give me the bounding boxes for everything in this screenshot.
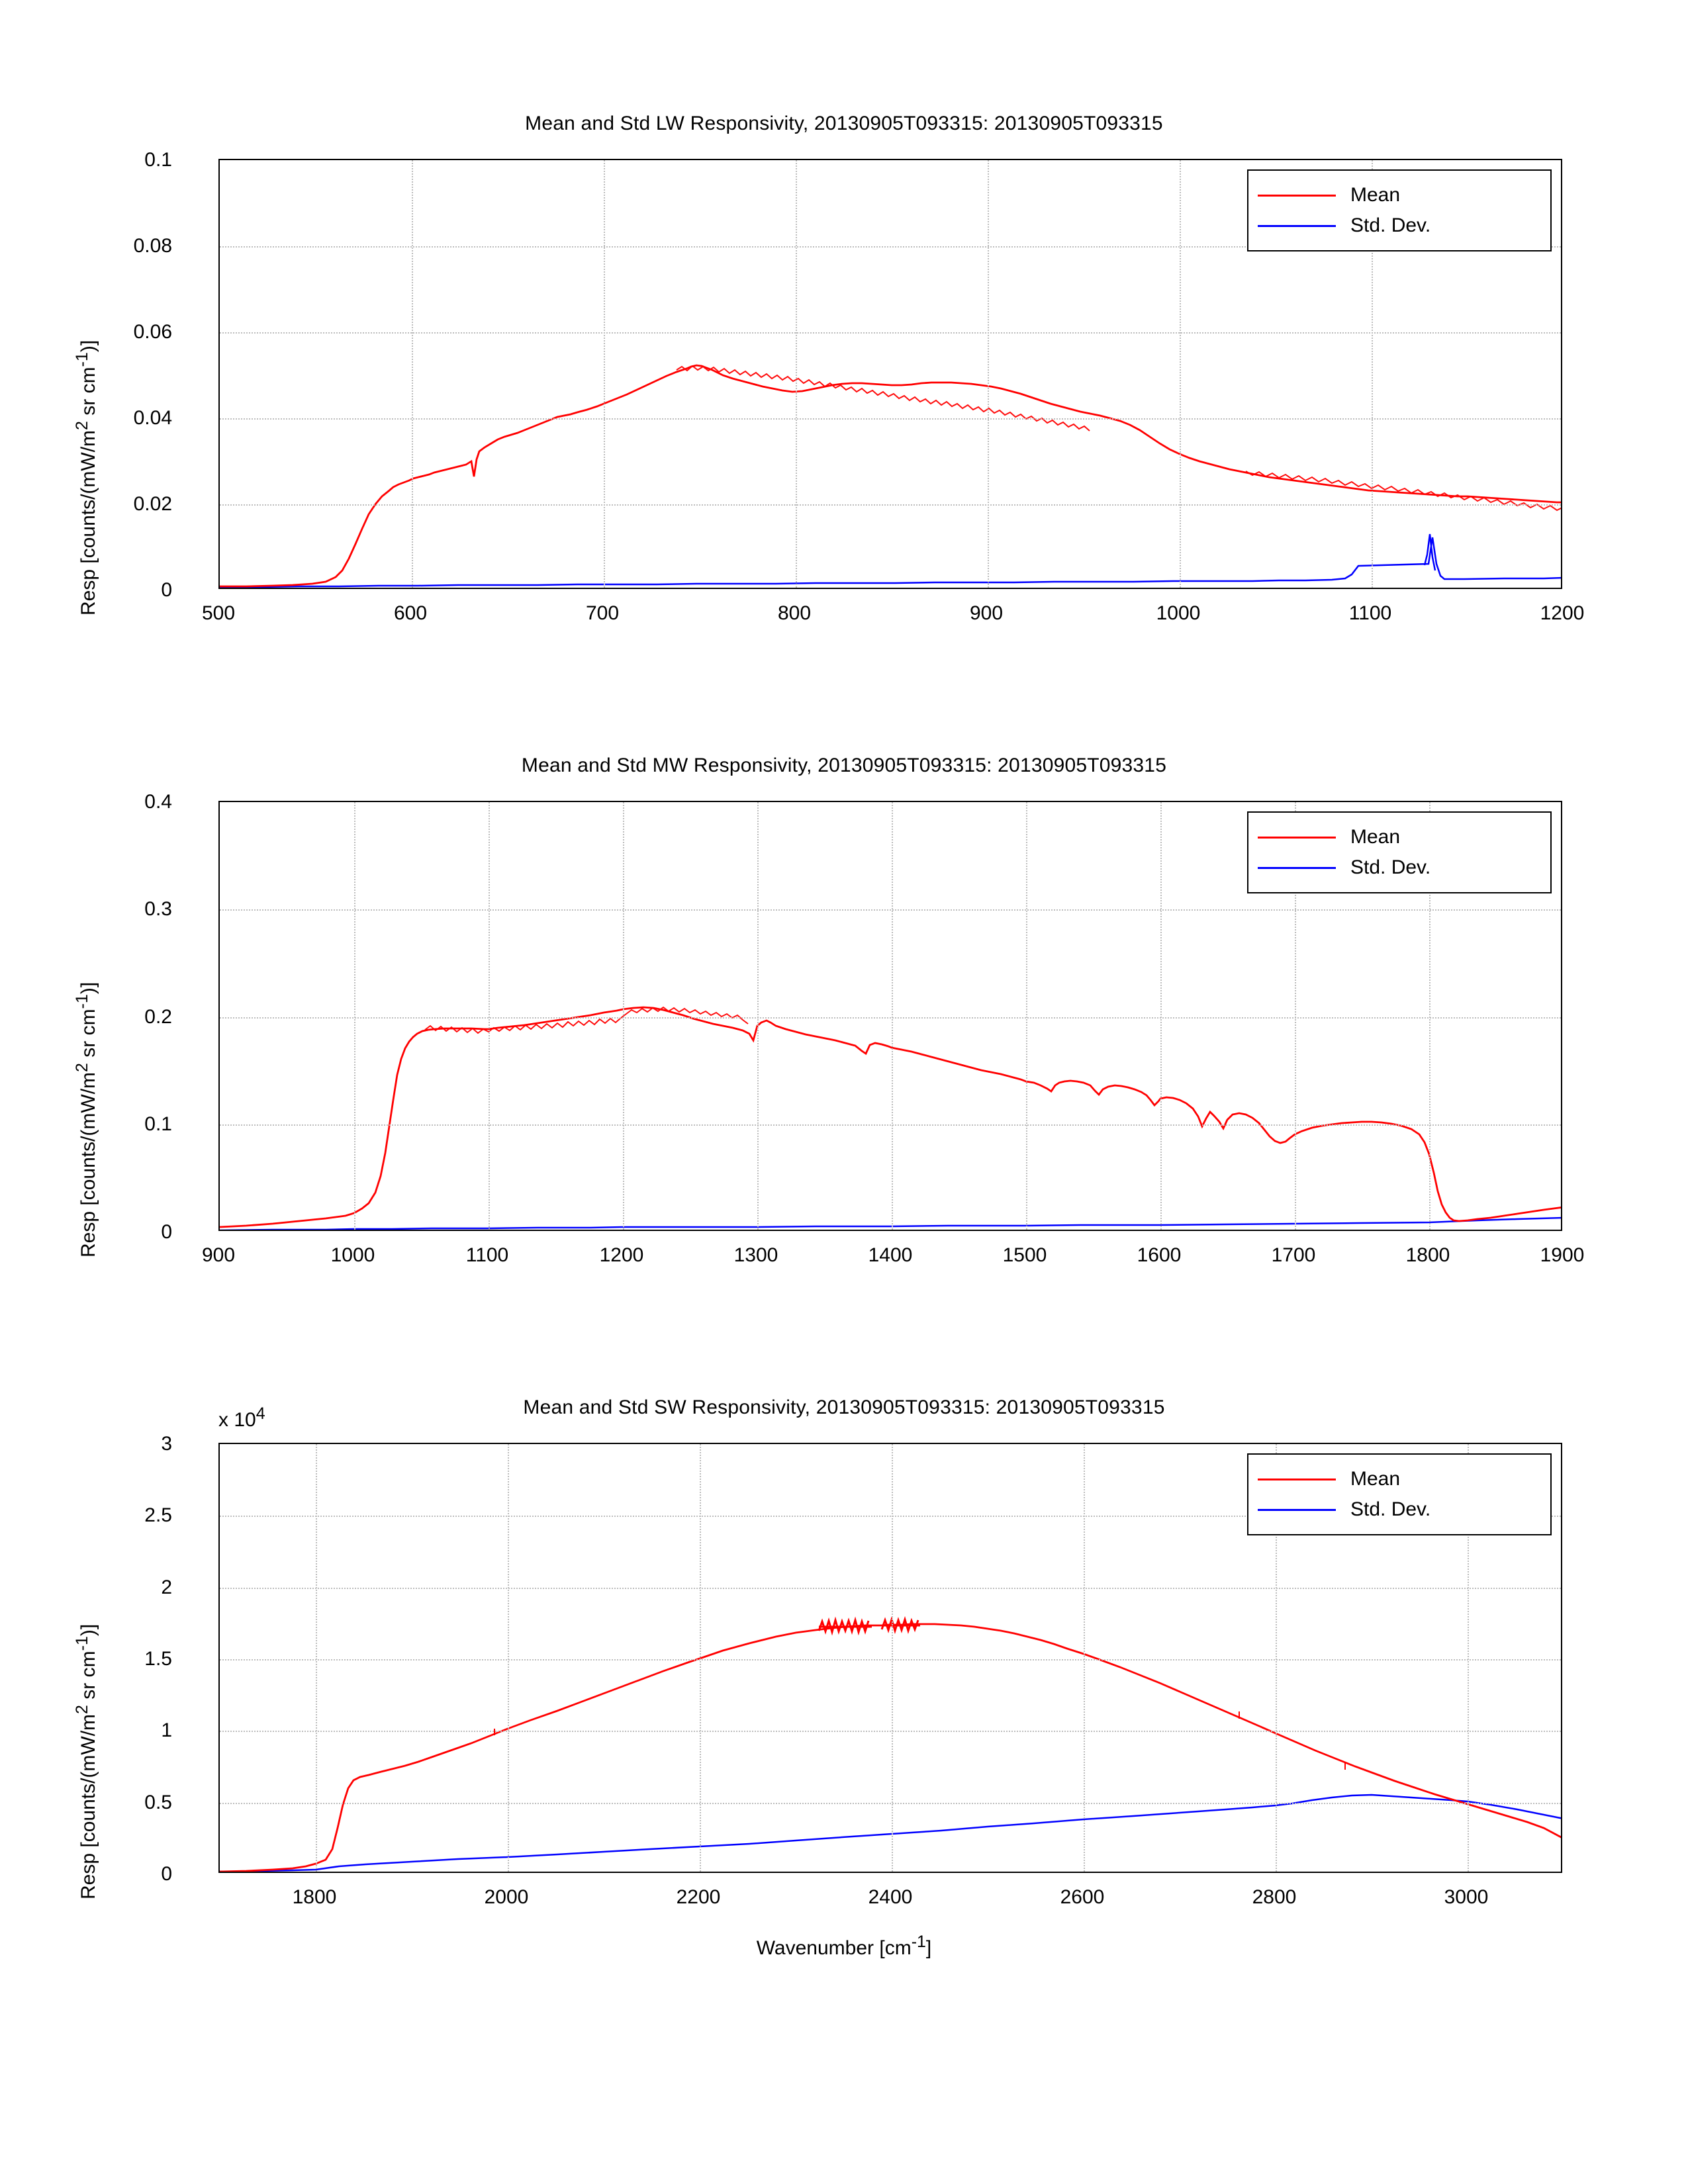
legend-row-mean [1258,822,1537,852]
xtick-label: 1300 [733,1244,778,1266]
legend-label-mean: Mean [1350,184,1401,206]
ytick-label: 1.5 [144,1648,172,1670]
legend-row-std [1258,852,1537,883]
ytick-label: 0.04 [133,407,172,429]
legend-swatch-std [1258,867,1336,869]
xtick-label: 600 [393,602,428,624]
gridline-vertical [757,802,759,1230]
y-axis-exponent-sw [218,1404,265,1432]
legend-row-mean [1258,180,1537,210]
plot-area-mw [218,801,1562,1231]
xtick-label: 800 [777,602,812,624]
y-axis-label-lw [73,340,100,615]
ytick-label: 0.1 [144,1113,172,1135]
y-axis-label-mid: sr cm [77,1651,99,1706]
ytick-label: 0.2 [144,1006,172,1028]
legend-swatch-std [1258,225,1336,227]
chart-title-lw: Mean and Std LW Responsivity, 20130905T093315: 20130905T093315 [525,113,1163,134]
ytick-label: 0.08 [133,235,172,257]
gridline-horizontal [220,1803,1561,1804]
gridline-horizontal [220,1017,1561,1019]
y-axis-label-tail: )] [77,1623,99,1637]
legend-label-mean: Mean [1350,826,1401,848]
y-axis-label-sup1: 2 [73,421,91,430]
xtick-label: 1900 [1540,1244,1585,1266]
xtick-label: 2800 [1252,1886,1297,1908]
gridline-vertical [489,802,490,1230]
xtick-label: 1600 [1137,1244,1182,1266]
series-path-std-sw [220,1795,1562,1872]
y-axis-label-head: Resp [counts/(mW/m [77,430,99,615]
gridline-vertical [623,802,624,1230]
legend-sw [1247,1453,1552,1535]
ytick-label: 1 [161,1719,172,1741]
xtick-label: 1800 [292,1886,337,1908]
y-axis-label-mid: sr cm [77,367,99,422]
plot-area-lw [218,159,1562,589]
ytick-label: 0 [161,1863,172,1885]
y-axis-label-head: Resp [counts/(mW/m [77,1071,99,1257]
y-axis-label-sup2: -1 [73,994,91,1009]
ytick-label: 0.06 [133,321,172,343]
xtick-label: 1800 [1405,1244,1450,1266]
chart-panel-sw [0,1396,1688,2012]
ytick-label: 0.1 [144,149,172,171]
series-spike-markers-sw [494,1711,1345,1770]
ytick-label: 0.4 [144,791,172,813]
x-axis-label [0,1933,1688,1960]
gridline-vertical [796,160,797,588]
gridline-vertical [1160,802,1162,1230]
gridline-horizontal [220,504,1561,506]
xtick-label: 2400 [868,1886,913,1908]
series-ripple-mean-lw [677,366,1562,510]
y-axis-label-sup1: 2 [73,1705,91,1714]
chart-panel-mw [0,754,1688,1304]
x-axis-label-head: Wavenumber [cm [756,1937,912,1959]
legend-label-std: Std. Dev. [1350,856,1431,878]
gridline-horizontal [220,1731,1561,1732]
xtick-label: 3000 [1444,1886,1489,1908]
gridline-vertical [1084,1444,1085,1872]
gridline-horizontal [220,332,1561,334]
x-axis-label-tail: ] [925,1937,932,1959]
y-axis-exponent-base: x 10 [218,1409,256,1431]
xtick-label: 1100 [465,1244,509,1266]
legend-row-std [1258,210,1537,241]
y-axis-label-sup2: -1 [73,1636,91,1651]
xtick-label: 2000 [484,1886,529,1908]
gridline-horizontal [220,1659,1561,1661]
y-axis-label-sup1: 2 [73,1063,91,1072]
legend-row-mean [1258,1464,1537,1494]
gridline-vertical [604,160,605,588]
gridline-vertical [354,802,355,1230]
y-axis-label-mid: sr cm [77,1009,99,1064]
ytick-label: 0 [161,579,172,601]
legend-swatch-mean [1258,195,1336,197]
xtick-label: 1400 [868,1244,913,1266]
legend-label-std: Std. Dev. [1350,1498,1431,1520]
legend-label-mean: Mean [1350,1468,1401,1490]
xtick-label: 700 [585,602,620,624]
chart-title-sw: Mean and Std SW Responsivity, 20130905T093315: 20130905T093315 [523,1396,1165,1418]
y-axis-label-sup2: -1 [73,352,91,367]
ytick-label: 0.5 [144,1792,172,1813]
gridline-vertical [316,1444,317,1872]
legend-swatch-std [1258,1509,1336,1511]
xtick-label: 500 [201,602,236,624]
gridline-horizontal [220,1588,1561,1589]
gridline-vertical [412,160,413,588]
series-path-std-mw [220,1218,1562,1230]
legend-swatch-mean [1258,1479,1336,1480]
series-path-mean-mw [220,1007,1562,1227]
gridline-vertical [892,1444,893,1872]
series-path-std-lw [220,534,1562,587]
ytick-label: 0.02 [133,493,172,515]
xtick-label: 1500 [1002,1244,1047,1266]
xtick-label: 1000 [330,1244,375,1266]
ytick-label: 2 [161,1576,172,1598]
plot-area-sw [218,1443,1562,1873]
ytick-label: 2.5 [144,1504,172,1526]
legend-label-std: Std. Dev. [1350,214,1431,236]
gridline-vertical [1180,160,1181,588]
ytick-label: 3 [161,1433,172,1455]
xtick-label: 1200 [599,1244,644,1266]
gridline-vertical [700,1444,701,1872]
xtick-label: 900 [969,602,1004,624]
gridline-horizontal [220,418,1561,420]
y-axis-label-tail: )] [77,340,99,353]
y-axis-label-tail: )] [77,981,99,995]
series-path-mean-lw [220,365,1562,586]
ytick-label: 0 [161,1221,172,1243]
xtick-label: 1100 [1348,602,1392,624]
gridline-vertical [988,160,989,588]
xtick-label: 900 [201,1244,236,1266]
xtick-label: 1000 [1156,602,1201,624]
legend-mw [1247,811,1552,893]
xtick-label: 2200 [676,1886,721,1908]
legend-swatch-mean [1258,837,1336,839]
xtick-label: 1200 [1540,602,1585,624]
gridline-vertical [508,1444,509,1872]
xtick-label: 1700 [1271,1244,1316,1266]
legend-row-std [1258,1494,1537,1525]
x-axis-label-sup: -1 [911,1933,926,1951]
gridline-vertical [892,802,893,1230]
ytick-label: 0.3 [144,898,172,920]
gridline-horizontal [220,909,1561,911]
gridline-horizontal [220,1124,1561,1126]
gridline-vertical [1026,802,1027,1230]
series-cluster-mean-sw [819,1619,920,1632]
y-axis-exponent-sup: 4 [256,1404,265,1423]
legend-lw [1247,169,1552,251]
xtick-label: 2600 [1060,1886,1105,1908]
y-axis-label-head: Resp [counts/(mW/m [77,1713,99,1899]
chart-title-mw: Mean and Std MW Responsivity, 20130905T093315: 20130905T093315 [521,754,1167,776]
chart-panel-lw [0,113,1688,662]
